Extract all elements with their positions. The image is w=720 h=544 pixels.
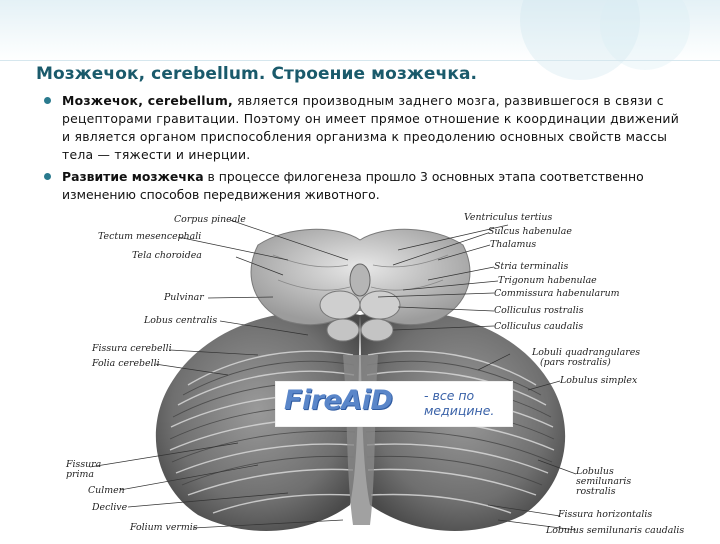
bullet-item-cerebellum [44, 92, 684, 164]
bullet-bold-term: Развитие мозжечка [62, 169, 204, 184]
bullet-text: является производным заднего мозга, развившегося в связи с рецепторами гравитации. Поэтому он имеет прямое отношение к координации движений и является органом приспособления организма к преодолению основных свойств массы тела — тяжести и инерции. [62, 93, 680, 162]
label-fissura-cerebelli: Fissura cerebelli [92, 343, 172, 354]
cerebellum-illustration [58, 205, 685, 540]
label-folium-vermis: Folium vermis [130, 522, 198, 533]
bullet-dot-icon [44, 97, 51, 104]
label-folia-cerebelli: Folia cerebelli [92, 358, 160, 369]
watermark-tagline [424, 388, 514, 418]
label-fissura-horizontalis: Fissura horizontalis [558, 509, 653, 520]
label-thalamus: Thalamus [490, 239, 537, 250]
label-lobulus-semilunaris-rostralis: Lobulus semilunaris rostralis [576, 466, 632, 497]
bullet-item-development [44, 168, 684, 202]
bullet-bold-term: Мозжечок, cerebellum, [62, 93, 233, 108]
slide-title: Мозжечок, cerebellum. Строение мозжечка. [36, 64, 478, 84]
label-colliculus-caudalis: Colliculus caudalis [494, 321, 584, 332]
label-tectum-mesencephali: Tectum mesencephali [98, 231, 202, 242]
label-sulcus-habenulae: Sulcus habenulae [488, 226, 572, 237]
watermark-brand: FireAiD [284, 385, 393, 416]
label-lobus-centralis: Lobus centralis [144, 315, 218, 326]
label-commissura-habenularum: Commissura habenularum [494, 288, 620, 299]
label-fissura-prima: Fissura prima [66, 459, 102, 480]
label-pars-rostralis: (pars rostralis) [540, 357, 611, 368]
label-ventriculus-tertius: Ventriculus tertius [464, 212, 553, 223]
label-tela-choroidea: Tela choroidea [132, 250, 202, 261]
label-corpus-pineale: Corpus pineale [174, 214, 246, 225]
label-stria-terminalis: Stria terminalis [494, 261, 569, 272]
watermark-tagline-line2: медицине. [424, 403, 495, 418]
fireaid-watermark [276, 382, 512, 426]
label-lobulus-semilunaris-caudalis: Lobulus semilunaris caudalis [546, 525, 685, 536]
label-culmen: Culmen [88, 485, 125, 496]
top-divider [0, 60, 720, 61]
label-trigonum-habenulae: Trigonum habenulae [498, 275, 597, 286]
label-pulvinar: Pulvinar [164, 292, 204, 303]
bullet-list [44, 92, 684, 202]
watermark-tagline-line1: - все по [424, 388, 475, 403]
bullet-text: в процессе филогенеза прошло 3 основных этапа соответственно изменению способов передвижения животного. [62, 169, 644, 202]
label-lobuli-quadrangulares: Lobuli quadrangulares [532, 347, 641, 358]
bullet-dot-icon [44, 173, 51, 180]
label-declive: Declive [92, 502, 128, 513]
label-colliculus-rostralis: Colliculus rostralis [494, 305, 584, 316]
label-lobulus-simplex: Lobulus simplex [560, 375, 638, 386]
